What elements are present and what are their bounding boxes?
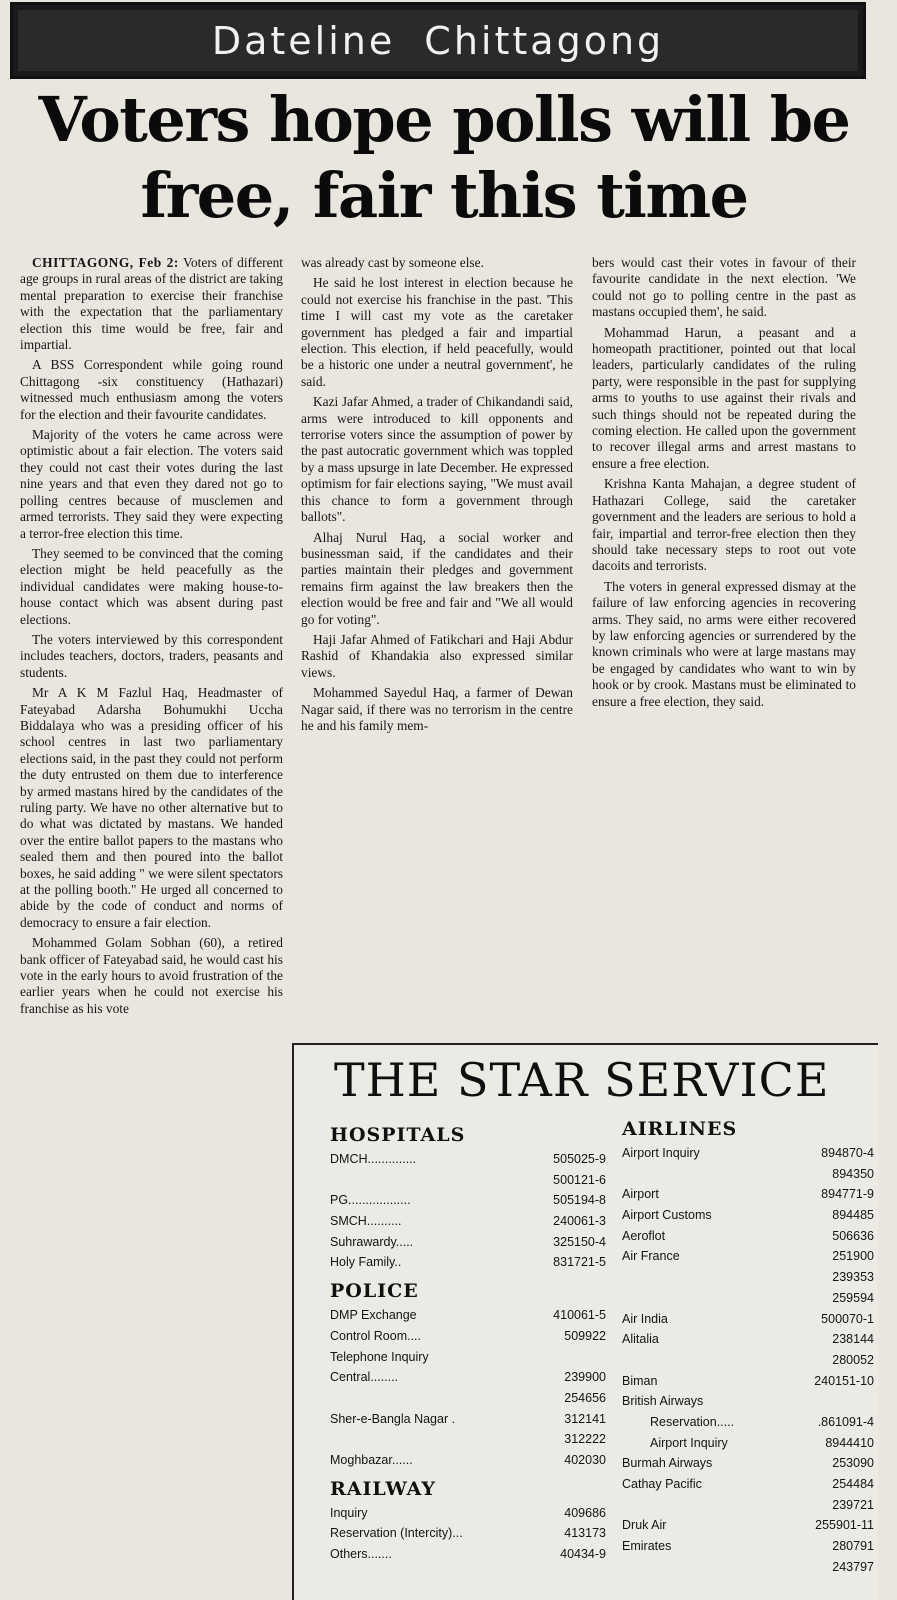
article-paragraph	[20, 255, 283, 353]
airlines-heading: AIRLINES	[622, 1118, 738, 1140]
service-name: Holy Family..	[330, 1255, 402, 1270]
phone-number: 239721	[832, 1497, 874, 1512]
phone-number: 238144	[832, 1332, 874, 1347]
service-name: Biman	[622, 1373, 658, 1388]
service-name: Airport Inquiry	[622, 1146, 700, 1160]
police-list	[330, 1305, 606, 1471]
phone-number: 254484	[832, 1477, 874, 1491]
paragraph-text: A BSS Correspondent while going round Chittagong -six constituency (Hathazari) witnessed much enthusiasm among the voters for the election and their favourite candidates.	[20, 357, 283, 422]
paragraph-text: Mr A K M Fazlul Haq, Headmaster of Fateyabad Adarsha Bohumukhi Uccha Biddalaya who was a presiding officer of his school centres in last two parliamentary elections said, in the past they could not perform the duty entrusted on them due to interference by armed mastans hired by the candidates of the ruling party. We have no other alternative but to do what was dictated by mastans. We handed over the entire ballot papers to the mastans who sealed them and then poured into the ballot boxes, he said adding " we were silent spectators at the polling booth." He urged all concerned to abide by the code of conduct and norms of democracy to ensure a fair election.	[20, 685, 283, 930]
section-banner	[10, 2, 866, 79]
service-entry	[622, 1205, 874, 1226]
service-name: Airport Inquiry	[650, 1435, 728, 1450]
service-name: Airport Customs	[622, 1208, 712, 1223]
article-column-1	[20, 255, 283, 1595]
headline: Voters hope polls will be free, fair this time	[38, 83, 850, 232]
airlines-list	[622, 1143, 874, 1577]
paragraph-text: The voters interviewed by this correspondent includes teachers, doctors, traders, peasants and students.	[20, 631, 283, 680]
phone-number: 239900	[564, 1370, 606, 1385]
article-paragraph	[20, 357, 283, 423]
service-entry	[330, 1170, 606, 1191]
service-name: Reservation.....	[650, 1414, 735, 1429]
service-name: Alitalia	[622, 1332, 659, 1347]
service-entry	[330, 1450, 606, 1471]
service-entry	[330, 1388, 606, 1409]
phone-number: 239353	[832, 1270, 874, 1285]
hospitals-list	[330, 1149, 606, 1273]
service-entry	[622, 1246, 874, 1267]
service-name: Aeroflot	[622, 1228, 666, 1243]
phone-number: 280791	[832, 1539, 874, 1554]
section-banner-label: Dateline Chittagong	[18, 10, 858, 71]
phone-number: 243797	[832, 1559, 874, 1574]
service-name: Reservation (Intercity)...	[330, 1526, 463, 1541]
article-paragraph	[301, 394, 573, 525]
paragraph-text: They seemed to be convinced that the coming election might be held peacefully as the individual candidates were making house-to-house contact which was absent during past elections.	[20, 545, 283, 627]
service-entry	[330, 1211, 606, 1232]
service-entry	[622, 1536, 874, 1557]
service-name: DMCH..............	[330, 1152, 417, 1166]
service-name: Control Room....	[330, 1328, 422, 1343]
service-entry	[330, 1544, 606, 1565]
service-name: Sher-e-Bangla Nagar .	[330, 1411, 456, 1426]
service-entry	[330, 1305, 606, 1326]
service-entry	[622, 1495, 874, 1516]
paragraph-text: was already cast by someone else.	[301, 255, 484, 270]
service-name: Air India	[622, 1311, 668, 1326]
service-entry	[622, 1412, 874, 1433]
paragraph-text: Krishna Kanta Mahajan, a degree student of Hathazari College, said the caretaker government and the leaders are serious to hold a fair, impartial and terror-free election then they should take necessary steps to root out vote dacoits and terrorists.	[592, 476, 856, 574]
paragraph-text: Voters of different age groups in rural areas of the district are taking mental preparation to exercise their franchise with the expectation that the parliamentary election this time would be free, fair and impartial.	[20, 255, 283, 353]
phone-number: 894870-4	[821, 1146, 874, 1160]
phone-number: 254656	[564, 1390, 606, 1405]
phone-number: 240151-10	[814, 1373, 874, 1388]
article-paragraph	[20, 546, 283, 628]
phone-number: 505025-9	[553, 1152, 606, 1166]
service-entry	[622, 1143, 874, 1164]
phone-number: 894771-9	[821, 1187, 874, 1202]
paragraph-text: Mohammad Harun, a peasant and a homeopath practitioner, pointed out that local leaders, particularly candidates of the ruling party, were responsible in the past for supplying arms to youths to use against their rivals and such things should not be repeated during the coming election. He called upon the government to recover illegal arms and arrest mastans to ensure a free election.	[592, 324, 856, 471]
phone-number: 40434-9	[560, 1547, 606, 1561]
railway-list	[330, 1503, 606, 1565]
paragraph-text: Haji Jafar Ahmed of Fatikchari and Haji Abdur Rashid of Khandakia also expressed similar views.	[301, 631, 573, 680]
service-entry	[622, 1391, 874, 1412]
service-entry	[330, 1326, 606, 1347]
article-column-2	[301, 255, 573, 1045]
service-name: Others.......	[330, 1547, 392, 1561]
service-name: Burmah Airways	[622, 1456, 713, 1471]
service-entry	[622, 1288, 874, 1309]
paragraph-text: Alhaj Nurul Haq, a social worker and businessman said, if the candidates and their parties maintain their pledges and government remains firm against the law breakers then the election would be free and fair and "We all would go for voting".	[301, 529, 573, 627]
article-paragraph	[301, 530, 573, 628]
article-paragraph	[301, 255, 573, 271]
railway-section	[330, 1477, 606, 1565]
service-name: Cathay Pacific	[622, 1477, 702, 1491]
service-entry	[622, 1371, 874, 1392]
article-paragraph	[20, 685, 283, 931]
phone-number: 500121-6	[553, 1172, 606, 1187]
service-name: Moghbazar......	[330, 1452, 413, 1467]
dateline: CHITTAGONG, Feb 2:	[32, 255, 179, 270]
service-name: Suhrawardy.....	[330, 1234, 414, 1249]
service-entry	[330, 1503, 606, 1524]
article-paragraph	[592, 579, 856, 710]
phone-number: 413173	[564, 1526, 606, 1541]
service-name: British Airways	[622, 1394, 704, 1409]
star-service-title: THE STAR SERVICE	[334, 1053, 830, 1107]
phone-number: 325150-4	[553, 1234, 606, 1249]
service-name: Airport	[622, 1187, 659, 1202]
phone-number: 410061-5	[553, 1308, 606, 1323]
service-left-column	[330, 1117, 606, 1565]
paragraph-text: He said he lost interest in election because he could not exercise his franchise in the past. 'This time I will cast my vote as the caretaker government has pledged a fair and impartial election. This election, if held peacefully, would be a historic one under a neutral government', he said.	[301, 275, 573, 389]
paragraph-text: Majority of the voters he came across were optimistic about a fair election. The voters said they could not cast their votes during the last nine years and that even they dared not go to polling centres because of musclemen and armed terrorists. They said they were expecting a terror-free election this time.	[20, 427, 283, 541]
service-name: DMP Exchange	[330, 1308, 417, 1323]
service-name: Telephone Inquiry	[330, 1349, 429, 1364]
service-name: Emirates	[622, 1539, 672, 1554]
service-entry	[622, 1557, 874, 1578]
star-service-box	[292, 1043, 878, 1600]
service-entry	[330, 1190, 606, 1211]
service-entry	[330, 1367, 606, 1388]
service-name: Central........	[330, 1370, 399, 1385]
service-entry	[330, 1523, 606, 1544]
paragraph-text: Mohammed Golam Sobhan (60), a retired bank officer of Fateyabad said, he would cast his vote in the early hours to avoid frustration of the earlier years when he could not exercise his franchise as his vote	[20, 935, 283, 1016]
phone-number: 255901-11	[815, 1518, 874, 1533]
airlines-section	[622, 1117, 874, 1577]
service-entry	[330, 1252, 606, 1273]
phone-number: 253090	[832, 1456, 874, 1471]
service-name: Druk Air	[622, 1518, 667, 1533]
article-paragraph	[301, 685, 573, 734]
service-entry	[622, 1309, 874, 1330]
paragraph-text: The voters in general expressed dismay at the failure of law enforcing agencies in recovering arms. They said, no arms were either recovered by law enforcing agencies or surrendered by the known criminals who were at large mastans may be engaged by candidates who want to win by hook or by crook. Mastans must be eliminated to ensure a free election, they said.	[592, 578, 856, 709]
service-entry	[622, 1453, 874, 1474]
phone-number: 894350	[832, 1166, 874, 1181]
service-entry	[622, 1267, 874, 1288]
police-section	[330, 1279, 606, 1471]
police-heading: POLICE	[330, 1280, 419, 1303]
phone-number: 409686	[564, 1505, 606, 1520]
service-name: Inquiry	[330, 1505, 368, 1520]
phone-number: 280052	[832, 1352, 874, 1367]
article-paragraph	[20, 632, 283, 681]
phone-number: 312222	[564, 1432, 606, 1447]
phone-number: 500070-1	[821, 1311, 874, 1326]
service-name: SMCH..........	[330, 1214, 402, 1229]
service-entry	[330, 1347, 606, 1368]
service-entry	[622, 1515, 874, 1536]
phone-number: 894485	[832, 1208, 874, 1223]
service-entry	[330, 1149, 606, 1170]
paragraph-text: bers would cast their votes in favour of their favourite candidate in the next election. 'We could not go to polling centre in the past as mastans occupied them', he said.	[592, 255, 856, 320]
service-name: PG..................	[330, 1193, 411, 1208]
phone-number: 402030	[564, 1452, 606, 1467]
phone-number: 509922	[564, 1328, 606, 1343]
service-entry	[622, 1164, 874, 1185]
service-entry	[622, 1226, 874, 1247]
service-entry	[622, 1350, 874, 1371]
hospitals-heading: HOSPITALS	[330, 1124, 466, 1146]
phone-number: 831721-5	[553, 1255, 606, 1270]
service-entry	[622, 1184, 874, 1205]
article-column-3	[592, 255, 856, 1045]
phone-number: 505194-8	[553, 1193, 606, 1208]
phone-number: 259594	[832, 1290, 874, 1305]
article-paragraph	[20, 427, 283, 542]
service-right-column	[622, 1111, 874, 1577]
phone-number: 8944410	[825, 1435, 874, 1450]
phone-number: 312141	[564, 1411, 606, 1426]
article-paragraph	[592, 255, 856, 321]
paragraph-text: Kazi Jafar Ahmed, a trader of Chikandandi said, arms were introduced to kill opponents and terrorise voters since the assumption of power by the past autocratic government which was toppled by a mass upsurge in late December. He expressed optimism for fair elections saying, "We must avail this chance to form a government through ballots".	[301, 394, 573, 525]
phone-number: .861091-4	[817, 1414, 874, 1429]
phone-number: 240061-3	[553, 1214, 606, 1229]
phone-number: 506636	[832, 1228, 874, 1243]
service-entry	[330, 1232, 606, 1253]
service-name: Air France	[622, 1249, 680, 1264]
service-entry	[622, 1433, 874, 1454]
article-paragraph	[592, 476, 856, 574]
service-entry	[330, 1409, 606, 1430]
article-paragraph	[301, 632, 573, 681]
phone-number: 251900	[832, 1249, 874, 1264]
article-paragraph	[301, 275, 573, 390]
railway-heading: RAILWAY	[330, 1477, 436, 1500]
article-paragraph	[592, 325, 856, 473]
paragraph-text: Mohammed Sayedul Haq, a farmer of Dewan Nagar said, if there was no terrorism in the centre he and his family mem-	[301, 685, 573, 733]
hospitals-section	[330, 1123, 606, 1273]
service-entry	[330, 1429, 606, 1450]
service-entry	[622, 1474, 874, 1495]
service-entry	[622, 1329, 874, 1350]
article-paragraph	[20, 935, 283, 1017]
